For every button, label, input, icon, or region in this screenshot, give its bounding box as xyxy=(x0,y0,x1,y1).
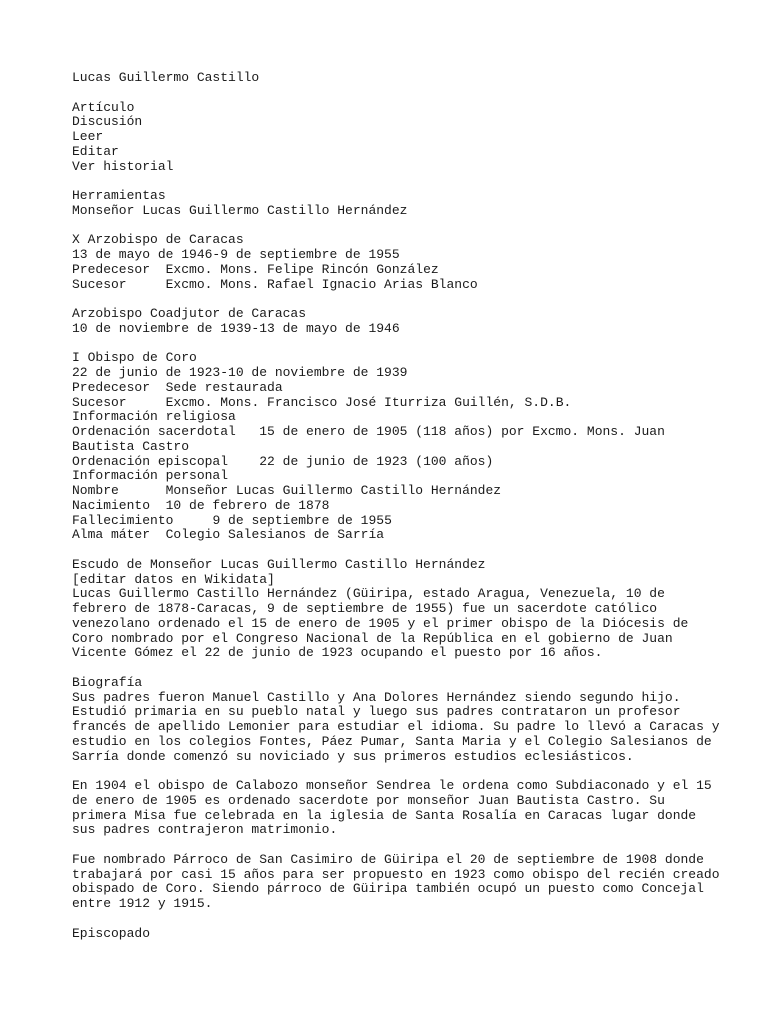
religious-info-heading: Información religiosa xyxy=(72,409,236,425)
spacer xyxy=(72,337,732,352)
paragraph-line: Fue nombrado Párroco de San Casimiro de Güiripa el 20 de septiembre de 1908 donde xyxy=(72,851,704,867)
alma-mater-row xyxy=(72,528,732,543)
paragraph-line: Sarría donde comenzó su noviciado y sus primeros estudios eclesiásticos. xyxy=(72,748,634,764)
tab-edit[interactable]: Editar xyxy=(72,143,119,159)
episcopal-ordination-row xyxy=(72,455,732,470)
predecessor-label: Predecesor xyxy=(72,379,151,395)
tab-history[interactable]: Ver historial xyxy=(72,158,174,174)
ordination-value: 15 de enero de 1905 (118 años) por Excmo. Mons. Juan xyxy=(259,424,665,439)
intro-paragraph xyxy=(72,587,700,661)
paragraph-line: entre 1912 y 1915. xyxy=(72,896,213,911)
paragraph-line: francés de apellido Lemonier para estudiar el idioma. Su padre lo llevó a Caracas y xyxy=(72,719,720,734)
successor-link[interactable]: Excmo. Mons. Rafael Ignacio Arias Blanco xyxy=(165,276,478,292)
spacer xyxy=(72,912,732,927)
predecessor-value: Sede restaurada xyxy=(165,379,283,395)
archbishop-dates: 13 de mayo de 1946-9 de septiembre de 1955 xyxy=(72,247,400,262)
spacer xyxy=(72,543,732,558)
infobox-title: Monseñor Lucas Guillermo Castillo Hernández xyxy=(72,202,408,218)
biography-paragraph-1 xyxy=(72,689,720,765)
spacer xyxy=(72,764,732,779)
paragraph-line: obispado de Coro. Siendo párroco de Güiripa también ocupó un puesto como Concejal xyxy=(72,881,704,897)
tools-menu[interactable]: Herramientas xyxy=(72,188,166,203)
birth-value: 10 de febrero de 1878 xyxy=(165,497,330,513)
biography-heading: Biografía xyxy=(72,674,143,690)
episcopal-value: 22 de junio de 1923 (100 años) xyxy=(259,453,494,469)
paragraph-line: Vicente Gómez el 22 de junio de 1923 ocupando el puesto por 16 años. xyxy=(72,645,603,661)
spacer xyxy=(72,838,732,853)
predecessor-link[interactable]: Excmo. Mons. Felipe Rincón González xyxy=(165,261,439,277)
name-label: Nombre xyxy=(72,483,119,498)
paragraph-line: En 1904 el obispo de Calabozo monseñor Sendrea le ordena como Subdiaconado y el 15 xyxy=(72,778,712,793)
episcopal-label: Ordenación episcopal xyxy=(72,453,229,469)
bishop-predecessor-row xyxy=(72,381,732,396)
death-label: Fallecimiento xyxy=(72,512,174,528)
name-row xyxy=(72,484,732,499)
paragraph-line: Estudió primaria en su pueblo natal y luego sus padres contrataron un profesor xyxy=(72,704,681,720)
paragraph-line: Sus padres fueron Manuel Castillo y Ana Dolores Hernández siendo segundo hijo. xyxy=(72,689,681,705)
spacer xyxy=(72,86,732,101)
archbishop-predecessor-row xyxy=(72,263,732,278)
successor-label: Sucesor xyxy=(72,394,127,410)
paragraph-line: Lucas Guillermo Castillo Hernández (Güiripa, estado Aragua, Venezuela, 10 de xyxy=(72,586,665,602)
paragraph-line: de enero de 1905 es ordenado sacerdote por monseñor Juan Bautista Castro. Su xyxy=(72,792,665,808)
bishop-successor-row xyxy=(72,396,732,411)
paragraph-line: trabajará por casi 15 años para ser propuesto en 1923 como obispo del recién creado xyxy=(72,866,720,882)
coadjutor-heading: Arzobispo Coadjutor de Caracas xyxy=(72,306,307,321)
page-title: Lucas Guillermo Castillo xyxy=(72,70,260,85)
death-row xyxy=(72,514,732,529)
predecessor-label: Predecesor xyxy=(72,261,151,277)
wikidata-edit-link[interactable]: [editar datos en Wikidata] xyxy=(72,571,275,587)
ordination-row-cont[interactable]: Bautista Castro xyxy=(72,438,190,454)
bishop-heading: I Obispo de Coro xyxy=(72,350,197,366)
spacer xyxy=(72,174,732,189)
successor-label: Sucesor xyxy=(72,276,127,292)
biography-paragraph-3 xyxy=(72,851,720,912)
bishop-dates: 22 de junio de 1923-10 de noviembre de 1939 xyxy=(72,365,408,380)
birth-label: Nacimiento xyxy=(72,497,151,513)
spacer xyxy=(72,219,732,234)
death-value: 9 de septiembre de 1955 xyxy=(212,512,392,528)
tab-discussion[interactable]: Discusión xyxy=(72,114,143,130)
paragraph-line: venezolano ordenado el 15 de enero de 1905 y el primer obispo de la Diócesis de xyxy=(72,615,689,631)
tab-read[interactable]: Leer xyxy=(72,129,104,144)
coadjutor-dates: 10 de noviembre de 1939-13 de mayo de 1946 xyxy=(72,320,400,336)
paragraph-line: estudio en los colegios Fontes, Páez Pumar, Santa Maria y el Colegio Salesianos de xyxy=(72,733,712,749)
paragraph-line: febrero de 1878-Caracas, 9 de septiembre de 1955) fue un sacerdote católico xyxy=(72,601,658,616)
alma-link[interactable]: Colegio Salesianos de Sarría xyxy=(165,527,385,543)
coat-of-arms-caption: Escudo de Monseñor Lucas Guillermo Castillo Hernández xyxy=(72,556,486,572)
tab-article[interactable]: Artículo xyxy=(72,99,135,115)
ordination-row xyxy=(72,425,732,440)
spacer xyxy=(72,292,732,307)
archbishop-heading: X Arzobispo de Caracas xyxy=(72,232,244,248)
paragraph-line: Coro nombrado por el Congreso Nacional de la República en el gobierno de Juan xyxy=(72,630,673,646)
document-body xyxy=(72,71,732,941)
ordination-label: Ordenación sacerdotal xyxy=(72,424,236,439)
paragraph-line: sus padres contrajeron matrimonio. xyxy=(72,822,338,838)
alma-label: Alma máter xyxy=(72,527,151,543)
biography-paragraph-2 xyxy=(72,778,712,838)
spacer xyxy=(72,661,732,676)
episcopado-heading: Episcopado xyxy=(72,925,151,941)
personal-info-heading: Información personal xyxy=(72,468,229,484)
name-value: Monseñor Lucas Guillermo Castillo Hernández xyxy=(165,483,502,498)
successor-link[interactable]: Excmo. Mons. Francisco José Iturriza Guillén, S.D.B. xyxy=(165,394,572,410)
birth-row xyxy=(72,499,732,514)
paragraph-line: primera Misa fue celebrada en la iglesia de Santa Rosalía en Caracas lugar donde xyxy=(72,807,697,823)
archbishop-successor-row xyxy=(72,278,732,293)
